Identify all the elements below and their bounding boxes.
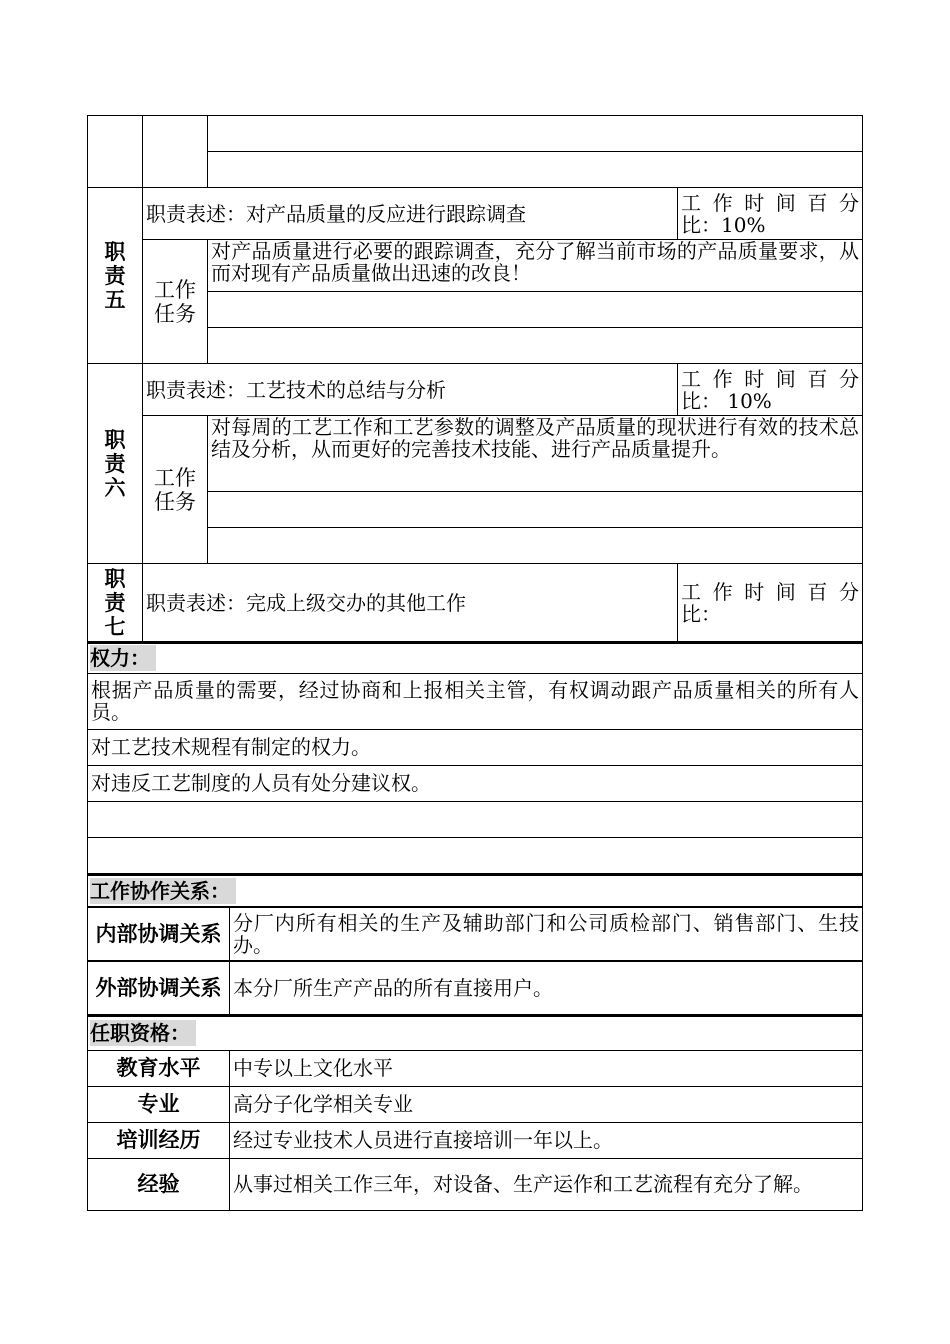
authority-row-empty-2 — [88, 837, 863, 873]
education-text: 中专以上文化水平 — [230, 1050, 863, 1086]
duty6-time-percent — [678, 364, 863, 416]
external-coordination-text: 本分厂所生产产品的所有直接用户。 — [230, 961, 863, 1015]
job-description-sheet — [87, 115, 862, 1211]
duty5-head-text: 职责五 — [104, 239, 126, 312]
duty7-desc: 职责表述：完成上级交办的其他工作 — [143, 564, 678, 642]
duty7-head — [88, 564, 143, 642]
cooperation-table — [87, 874, 863, 1016]
duty5-task-row-3 — [208, 328, 863, 364]
training-label: 培训经历 — [88, 1122, 230, 1158]
duties-table — [87, 115, 863, 642]
duty5-task-label-text: 工作任务 — [154, 277, 196, 326]
duty5-pct-line1: 工作时间百分 — [681, 190, 859, 215]
duty5-desc: 职责表述：对产品质量的反应进行跟踪调查 — [143, 188, 678, 240]
duty6-head — [88, 364, 143, 564]
authority-item-3: 对违反工艺制度的人员有处分建议权。 — [88, 765, 863, 801]
qualification-header — [88, 1016, 863, 1050]
duty6-task-label — [143, 416, 208, 564]
duty5-head — [88, 188, 143, 364]
prev-duty-task-row-2 — [208, 152, 863, 188]
major-label: 专业 — [88, 1086, 230, 1122]
duty7-pct-line2: 比： — [681, 601, 721, 626]
duty7-time-percent — [678, 564, 863, 642]
qualification-label: 任职资格： — [90, 1020, 196, 1046]
prev-duty-task-label-cell — [143, 116, 208, 188]
training-text: 经过专业技术人员进行直接培训一年以上。 — [230, 1122, 863, 1158]
prev-duty-task-row-1 — [208, 116, 863, 152]
duty6-desc: 职责表述：工艺技术的总结与分析 — [143, 364, 678, 416]
duty6-head-text: 职责六 — [104, 427, 126, 500]
duty6-task-row-3 — [208, 528, 863, 564]
duty6-task-text: 对每周的工艺工作和工艺参数的调整及产品质量的现状进行有效的技术总结及分析，从而更好的完善技术技能、进行产品质量提升。 — [208, 416, 863, 492]
experience-text: 从事过相关工作三年，对设备、生产运作和工艺流程有充分了解。 — [230, 1158, 863, 1210]
duty6-task-label-text: 工作任务 — [154, 465, 196, 514]
authority-item-2: 对工艺技术规程有制定的权力。 — [88, 729, 863, 765]
major-text: 高分子化学相关专业 — [230, 1086, 863, 1122]
cooperation-header — [88, 875, 863, 907]
internal-coordination-label: 内部协调关系 — [88, 907, 230, 961]
duty5-time-percent — [678, 188, 863, 240]
duty7-head-text: 职责七 — [104, 566, 126, 639]
duty7-pct-line1: 工作时间百分 — [681, 579, 859, 604]
authority-table — [87, 642, 863, 874]
duty6-task-row-2 — [208, 492, 863, 528]
authority-header — [88, 643, 863, 673]
duty6-pct-line1: 工作时间百分 — [681, 366, 859, 391]
external-coordination-label: 外部协调关系 — [88, 961, 230, 1015]
authority-label: 权力： — [90, 645, 156, 671]
duty5-task-label — [143, 240, 208, 364]
authority-item-1: 根据产品质量的需要，经过协商和上报相关主管，有权调动跟产品质量相关的所有人员。 — [88, 673, 863, 729]
experience-label: 经验 — [88, 1158, 230, 1210]
duty5-task-row-2 — [208, 292, 863, 328]
prev-duty-head-cell — [88, 116, 143, 188]
duty5-pct-line2: 比：10% — [681, 212, 766, 237]
qualification-table — [87, 1015, 863, 1211]
authority-row-empty-1 — [88, 801, 863, 837]
duty6-pct-line2: 比： 10% — [681, 388, 772, 413]
cooperation-label: 工作协作关系： — [90, 878, 236, 904]
education-label: 教育水平 — [88, 1050, 230, 1086]
duty5-task-text: 对产品质量进行必要的跟踪调查，充分了解当前市场的产品质量要求，从而对现有产品质量做出迅速的改良！ — [208, 240, 863, 292]
internal-coordination-text: 分厂内所有相关的生产及辅助部门和公司质检部门、销售部门、生技办。 — [230, 907, 863, 961]
